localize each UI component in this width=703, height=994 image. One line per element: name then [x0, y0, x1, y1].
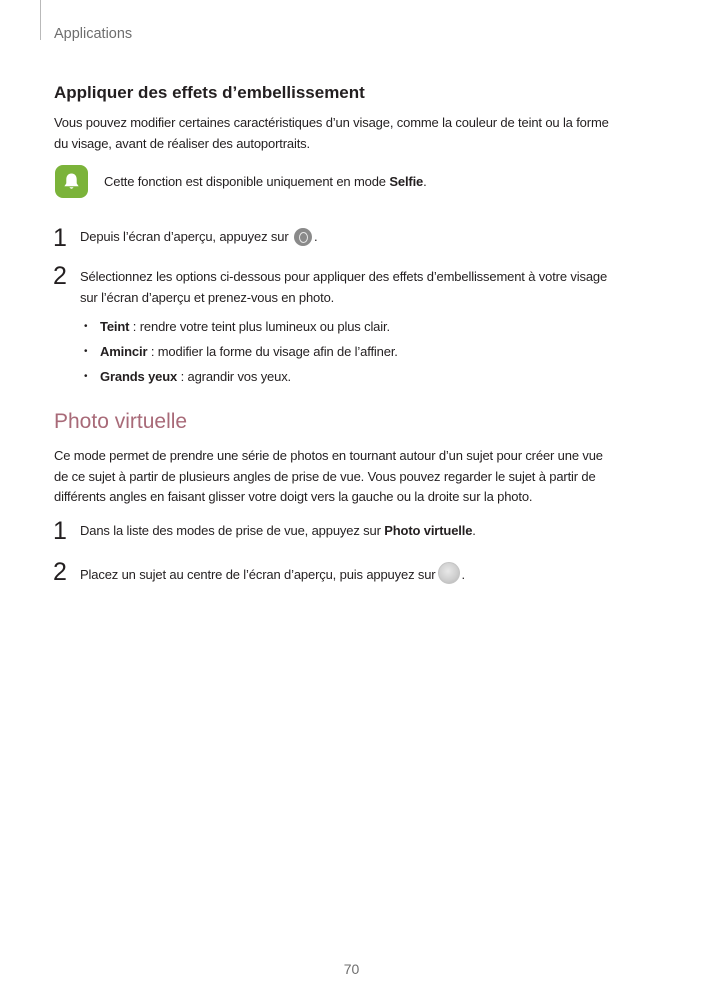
step-text: Placez un sujet au centre de l’écran d’aperçu, puis appuyez sur . [80, 562, 655, 586]
step-text: Sélectionnez les options ci-dessous pour appliquer des effets d’embellissement à votre visage sur l’écran d’aperçu et prenez-vous en photo. [80, 269, 608, 305]
section-heading-beauty-effects: Appliquer des effets d’embellissement [54, 83, 365, 102]
intro-line: Ce mode permet de prendre une série de photos en tournant autour d’un sujet pour créer une vue [54, 448, 603, 463]
section-title-virtual-photo: Photo virtuelle [54, 410, 188, 433]
page-number: 70 [343, 961, 360, 977]
step-number: 1 [53, 517, 67, 545]
header-title: Applications [54, 26, 133, 42]
shutter-button-icon [438, 562, 460, 584]
bullet-dot: • [84, 346, 88, 357]
step-number: 1 [53, 224, 67, 252]
bell-icon [55, 165, 88, 198]
step-text: Depuis l’écran d’aperçu, appuyez sur . [80, 229, 318, 244]
step-number: 2 [53, 262, 67, 290]
section-intro [54, 113, 654, 154]
bullet-item: Teint : rendre votre teint plus lumineux ou plus clair. [100, 319, 390, 334]
note-text: Cette fonction est disponible uniquement en mode Selfie. [104, 174, 427, 189]
bullet-item: Amincir : modifier la forme du visage afin de l’affiner. [100, 344, 398, 359]
section-intro [54, 446, 654, 508]
mode-name: Selfie [389, 174, 424, 189]
step-number: 2 [53, 558, 67, 586]
mode-name: Photo virtuelle [384, 523, 473, 538]
intro-line: Vous pouvez modifier certaines caractéristiques d’un visage, comme la couleur de teint ou la forme [54, 115, 609, 130]
step-text: Dans la liste des modes de prise de vue, appuyez sur Photo virtuelle. [80, 523, 476, 538]
intro-line: du visage, avant de réaliser des autoportraits. [54, 135, 310, 151]
bullet-item: Grands yeux : agrandir vos yeux. [100, 369, 292, 384]
bullet-dot: • [84, 321, 88, 332]
beauty-face-icon [294, 228, 312, 246]
intro-line: différents angles en faisant glisser votre doigt vers la gauche ou la droite sur la photo. [54, 489, 533, 504]
intro-line: de ce sujet à partir de plusieurs angles de prise de vue. Vous pouvez regarder le sujet à partir de [54, 468, 596, 484]
bullet-dot: • [84, 371, 88, 382]
header-rule [40, 0, 41, 40]
